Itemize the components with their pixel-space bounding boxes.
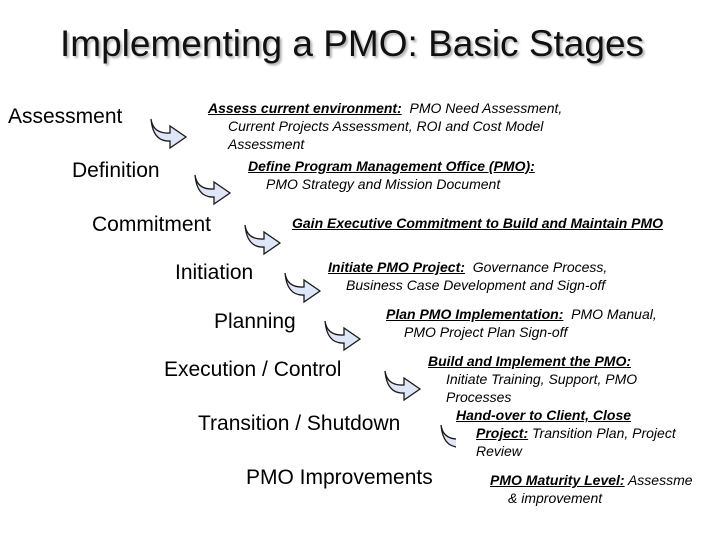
description-text: Transition Plan, Project — [528, 425, 676, 441]
description-line: Assessment — [228, 136, 305, 152]
description-text: PMO Manual, — [563, 306, 657, 322]
description-line: Processes — [446, 389, 512, 405]
description-text: Governance Process, — [464, 259, 608, 275]
arrow-6-icon — [382, 368, 424, 402]
description-heading: Initiate PMO Project: — [328, 259, 465, 275]
description-definition — [248, 157, 535, 193]
slide-title: Implementing a PMO: Basic Stages — [60, 23, 645, 64]
description-line: PMO Project Plan Sign-off — [404, 324, 568, 340]
description-line: PMO Strategy and Mission Document — [266, 176, 501, 192]
description-heading: Plan PMO Implementation: — [386, 306, 564, 322]
description-commitment — [292, 214, 663, 232]
arrow-5-icon — [322, 318, 364, 352]
description-heading: Define Program Management Office (PMO): — [248, 158, 535, 174]
description-pmo-improvements — [490, 471, 720, 507]
description-line — [456, 424, 676, 442]
arrow-3-icon — [242, 222, 284, 256]
description-initiation — [328, 258, 607, 294]
description-line — [490, 471, 720, 489]
description-line: & improvement — [508, 490, 603, 506]
stage-definition: Definition — [72, 159, 160, 182]
description-line: Initiate Training, Support, PMO — [446, 371, 638, 387]
description-planning — [386, 305, 657, 341]
description-line — [328, 258, 607, 276]
description-line — [386, 305, 657, 323]
description-line: Current Projects Assessment, ROI and Cost Model — [228, 118, 544, 134]
stage-commitment: Commitment — [92, 213, 212, 236]
stage-assessment: Assessment — [8, 105, 123, 128]
description-heading: Assess current environment: — [208, 100, 402, 116]
description-heading: Build and Implement the PMO: — [428, 353, 632, 369]
description-line: Business Case Development and Sign-off — [346, 277, 606, 293]
description-text: PMO Need Assessment, — [401, 100, 563, 116]
description-heading: Hand-over to Client, Close — [456, 407, 632, 423]
arrow-4-icon — [282, 270, 324, 304]
stage-execution-control: Execution / Control — [164, 358, 342, 381]
description-heading: Gain Executive Commitment to Build and Maintain PMO — [292, 215, 664, 231]
description-assessment — [208, 99, 562, 153]
stage-transition-shutdown: Transition / Shutdown — [198, 412, 401, 435]
arrow-1-icon — [148, 116, 190, 150]
description-execution-control — [428, 352, 637, 406]
stage-pmo-improvements: PMO Improvements — [246, 466, 433, 489]
description-text: Assessme — [624, 472, 693, 488]
arrow-2-icon — [192, 172, 234, 206]
description-heading: Project: — [476, 425, 529, 441]
description-line: Review — [476, 443, 522, 459]
stage-initiation: Initiation — [175, 261, 254, 284]
stage-planning: Planning — [214, 310, 296, 333]
description-transition-shutdown — [456, 406, 676, 460]
description-heading: PMO Maturity Level: — [490, 472, 625, 488]
description-line — [208, 99, 562, 117]
